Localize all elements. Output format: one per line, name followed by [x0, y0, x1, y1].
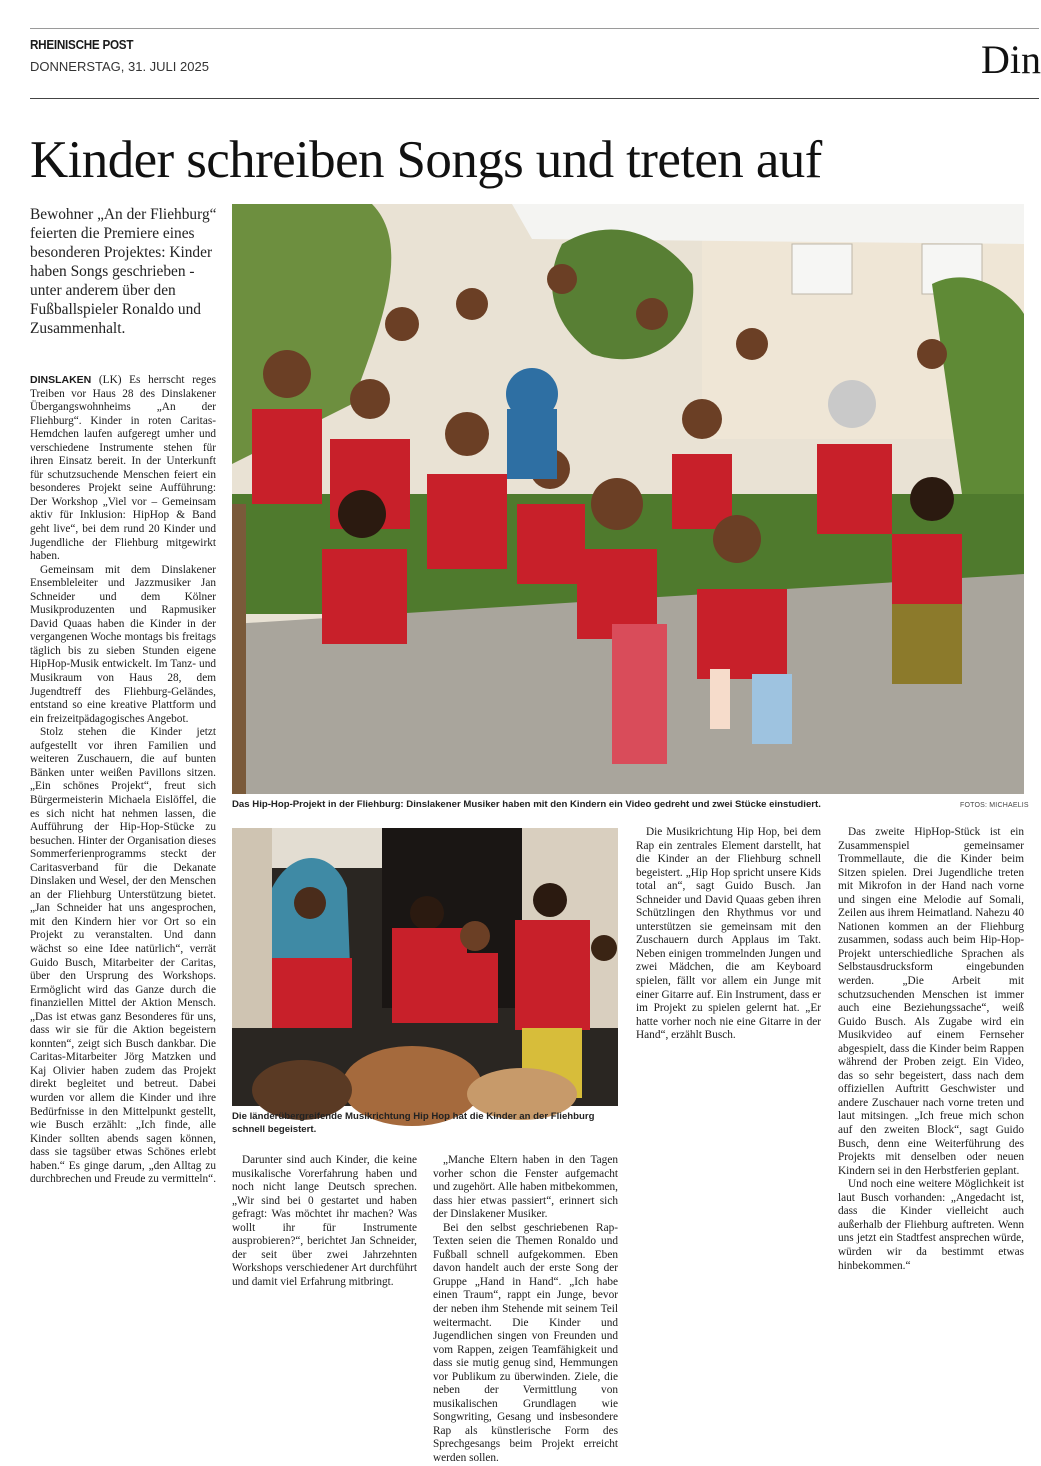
top-rule: [30, 28, 1039, 29]
section-title: Din: [981, 37, 1041, 82]
group-photo-illustration: [232, 204, 1024, 794]
column-4: [636, 826, 821, 1043]
paragraph-9: Und noch eine weitere Möglichkeit ist laut Busch vorhanden: „Angedacht ist, dass die Kinder vielleicht auch außerhalb der Fliehburg auftreten. Wenn uns jetzt ein Stadtfest ansprechen würde, würden wir da bestimmt etwas hinbekommen.“: [838, 1178, 1024, 1272]
paragraph-7: Die Musikrichtung Hip Hop, bei dem Rap ein zentrales Element darstellt, hat die Kinder an der Fliehburg schnell begeistert. „Hip Hop spricht unsere Kids total an“, sagt Guido Busch. Jan Schneider und David Quaas geben ihren Schützlingen den Rhythmus vor und unterstützen sie gemeinsam mit den Zuschauern durch Applaus im Takt. Neben einigen trommelnden Jungen und zwei Mädchen, die am Keyboard spielen, fällt vor allem ein Junge mit einer Gitarre auf. Ein Instrument, dass er im Projekt zu spielen gelernt hat. „Er hatte vorher noch nie eine Gitarre in der Hand“, erzählt Busch.: [636, 826, 821, 1042]
paragraph-6a: [433, 1222, 618, 1466]
article-lead: Bewohner „An der Fliehburg“ feierten die Premiere eines besonderen Projektes: Kinder haben Songs geschrieben - unter anderem über den Fußballspieler Ronaldo und Zusammenhalt.: [30, 206, 217, 337]
article-headline: Kinder schreiben Songs und treten auf: [30, 131, 822, 189]
column-3: [433, 1154, 618, 1465]
main-photo-caption: Das Hip-Hop-Projekt in der Fliehburg: Dinslakener Musiker haben mit den Kindern ein Video gedreht und zwei Stücke einstudiert.: [232, 799, 821, 810]
newspaper-name: RHEINISCHE POST: [30, 37, 134, 52]
paragraph-6-text: Bei den selbst geschriebenen Rap-Texten seien die Themen Ronaldo und Fußball schnell aufgekommen. Eben davon handelt auch der erste Song der Gruppe „Hand in Hand“. „Ich habe einen Traum“, rappt ein Junge, bevor der neben ihm Stehende mit seinem Teil weitermacht. Die Kinder und Jugendlichen singen von Freunden und vom Rappen, zeigen Teamfähigkeit und dass sie mutig genug sind, Hemmungen vor Publikum zu überwinden. Ziele, die neben der Vermittlung von musikalischen Grundlagen wie Songwriting, Gesang und insbesondere Rap als künstlerische Form des Sprechgesangs beim Projekt erreicht werden sollen.: [433, 1221, 618, 1465]
header-separator: [30, 98, 1039, 99]
stage-photo-illustration: [232, 828, 618, 1106]
paragraph-2: Gemeinsam mit dem Dinslakener Ensembleleiter und Jazzmusiker Jan Schneider und dem Kölner Musikproduzenten und Rapmusiker David Quaas haben die Kinder in der vergangenen Woche montags bis freitags täglich bis zu sieben Stunden eigene HipHop-Musik entwickelt. Im Tanz- und Musikraum von Haus 28, dem Jugendtreff des Fliehburg-Geländes, entstand so eine kreative Plattform und ein freizeitpädagogisches Angebot.: [30, 563, 216, 725]
second-photo: [232, 828, 618, 1106]
paragraph-3: Stolz stehen die Kinder jetzt aufgestellt vor ihren Familien und weiteren Zuschauern, die auf bunten Bänken unter weißen Pavillons sitzen. „Ein schönes Projekt“, freut sich Bürgermeisterin Michaela Eislöffel, die es sich nicht hat nehmen lassen, die Aufführung der Hip-Hop-Stücke zu besuchen. Hinter der Organisation dieses Sommerferienprogramms steckt der Caritasverband für die Dekanate Dinslaken und Wesel, der den Menschen an der Fliehburg Unterstützung bietet. „Jan Schneider hat uns angesprochen, mit den Kindern hier vor Ort so ein Projekt zu veranstalten. Und dann wächst so eine Idee natürlich“, verrät Guido Busch, Mitarbeiter der Caritas, über den Ursprung des Workshops. Ermöglicht wird das Ganze durch die finanziellen Mittel der Aktion Mensch. „Das ist etwas ganz Besonderes für uns, dass wir sie für die Aktion begeistern konnten“, zeigt sich Busch dankbar. Die Caritas-Mitarbeiter Jörg Matzken und Kaj Olivier haben zudem das Projekt direkt begleitet und betreut. Dabei wurden vor allem die Kinder und ihre Bedürfnisse in den Mittelpunkt gestellt, wie Busch erzählt: „Ich finde, alle Kinder sollten abends sagen können, dass sie tagsüber etwas Schönes erlebt haben.“ Es ginge darum, „den Alltag zu durchbrechen und Freude zu vermitteln“.: [30, 726, 217, 1186]
column-2: [232, 1154, 417, 1289]
column-5: [838, 826, 1024, 1273]
paragraph-1: [30, 374, 216, 564]
photo-credit: FOTOS: MICHAELIS: [960, 802, 1029, 809]
second-photo-caption: Die länderübergreifende Musikrichtung Hip Hop hat die Kinder an der Fliehburg schnell begeistert.: [232, 1111, 595, 1135]
main-photo: [232, 204, 1024, 794]
paragraph-5: „Manche Eltern haben in den Tagen vorher schon die Fenster aufgemacht und zugehört. Alle haben mitbekommen, dass hier etwas passiert“, erinnert sich der Dinslakener Musiker.: [433, 1154, 618, 1221]
issue-date: DONNERSTAG, 31. JULI 2025: [30, 59, 209, 74]
dateline: DINSLAKEN: [30, 374, 92, 386]
paragraph-8: Das zweite HipHop-Stück ist ein Zusammenspiel gemeinsamer Trommellaute, die die Kinder beim Sitzen spielen. Drei Jugendliche treten mit Mikrofon in der Hand nach vorne und singen eine Melodie auf Somali, Zeilen aus ihrem Heimatland. Nahezu 40 Nationen kommen an der Fliehburg zusammen, sodass auch beim Hip-Hop-Projekt unterschiedliche Sprachen als Selbstausdrucksform eingebunden werden. „Die Arbeit mit schutzsuchenden Menschen ist immer auch eine Beziehungssache“, weiß Guido Busch. Als Zugabe wird ein Musikvideo auf einem Fernseher abgespielt, dass die Kinder beim Rappen während der Proben zeigt. Ein Video, das so sehr begeistert, dass nach dem offiziellen Auftritt Geschwister und andere Zuschauer nach vorne treten und laut mitsingen. „Ich freue mich schon auf den zweiten Block“, sagt Guido Busch, denn eine Weiterführung des Projekts mit denselben oder neuen Kindern sei in den Herbstferien geplant.: [838, 826, 1024, 1177]
column-1: [30, 374, 216, 1187]
paragraph-4: Darunter sind auch Kinder, die keine musikalische Vorerfahrung haben und noch nicht lange Deutsch sprechen. „Wir sind bei 0 gestartet und haben gefragt: Was möchtet ihr machen? Was wollt ihr für Instrumente ausprobieren?“, berichtet Jan Schneider, der seit über zwei Jahrzehnten Workshops verschiedener Art durchführt und damit viel Erfahrung mitbringt.: [232, 1154, 417, 1288]
paragraph-1-text: (LK) Es herrscht reges Treiben vor Haus 28 des Dinslakener Übergangswohnheims „An der Fliehburg“. Kinder in roten Caritas-Hemdchen laufen aufgeregt umher und verschiedene Instrumente stehen für ihren Einsatz bereit. In der Unterkunft für schutzsuchende Menschen feiert ein besonderes Projekt seine Aufführung: Der Workshop „Viel vor – Gemeinsam aktiv für Inklusion: HipHop & Band geht live“, bei dem rund 20 Kinder und Jugendliche der Fliehburg mitgewirkt haben.: [30, 374, 216, 563]
